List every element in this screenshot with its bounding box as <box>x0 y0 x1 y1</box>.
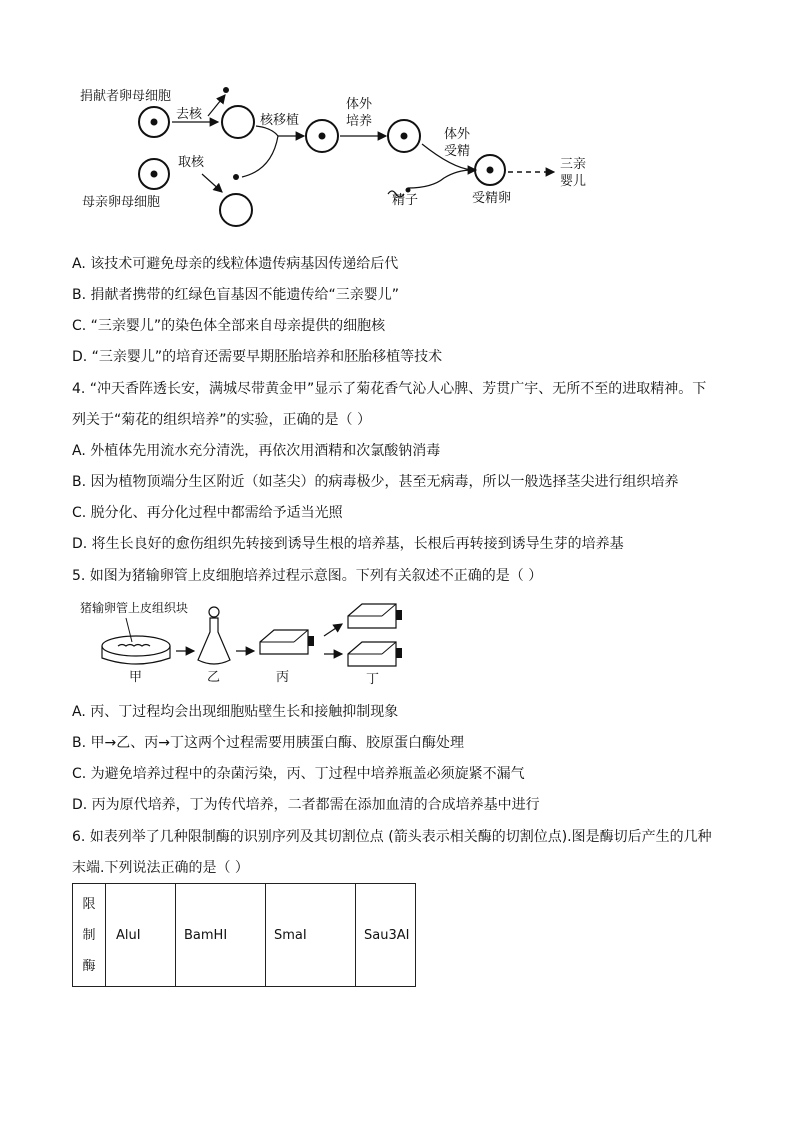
baby-label-1: 三亲 <box>560 157 587 172</box>
restriction-enzyme-table <box>72 883 416 987</box>
baby-label-2: 婴儿 <box>560 174 587 189</box>
fertilized-egg-label: 受精卵 <box>472 191 512 206</box>
take-nucleus-label: 取核 <box>178 155 205 170</box>
fertilization-label-2: 受精 <box>444 144 471 159</box>
q3-option-a: A. 该技术可避免母亲的线粒体遗传病基因传递给后代 <box>72 256 399 272</box>
donor-nucleus <box>151 119 158 126</box>
mother-nucleus <box>151 171 158 178</box>
cell-culture-diagram <box>76 596 436 686</box>
culture-label-2: 培养 <box>346 114 373 129</box>
mother-extracted-nucleus <box>233 174 239 180</box>
q5-option-c: C. 为避免培养过程中的杂菌污染，丙、丁过程中培养瓶盖必须旋紧不漏气 <box>72 766 525 782</box>
label-jia: 甲 <box>129 670 143 685</box>
q5-option-d: D. 丙为原代培养，丁为传代培养，二者都需在添加血清的合成培养基中进行 <box>72 797 540 813</box>
culture-dish <box>102 636 170 656</box>
remove-nucleus-label: 去核 <box>176 107 203 122</box>
tissue-label: 猪输卵管上皮组织块 <box>80 601 189 615</box>
three-parent-baby-diagram <box>72 78 602 238</box>
sperm-label: 精子 <box>392 193 419 208</box>
nuclear-transfer-label: 核移植 <box>260 113 300 128</box>
table-row <box>73 884 416 987</box>
q4-option-d: D. 将生长良好的愈伤组织先转接到诱导生根的培养基，长根后再转接到诱导生芽的培养基 <box>72 536 624 552</box>
enzyme-bamhi: BamHI <box>176 884 266 987</box>
q4-option-c: C. 脱分化、再分化过程中都需给予适当光照 <box>72 505 343 521</box>
q3-option-c: C. “三亲婴儿”的染色体全部来自母亲提供的细胞核 <box>72 318 386 334</box>
enucleated-donor-oocyte <box>222 106 254 138</box>
mother-cytoplast <box>220 194 252 226</box>
q5-option-b: B. 甲→乙、丙→丁这两个过程需要用胰蛋白酶、胶原蛋白酶处理 <box>72 735 464 751</box>
enzyme-sau3ai: Sau3AI <box>356 884 416 987</box>
donor-cell-label: 捐献者卵母细胞 <box>80 89 172 104</box>
q5-option-a: A. 丙、丁过程均会出现细胞贴壁生长和接触抑制现象 <box>72 704 399 720</box>
q3-option-d: D. “三亲婴儿”的培育还需要早期胚胎培养和胚胎移植等技术 <box>72 349 443 365</box>
label-bing: 丙 <box>276 670 290 685</box>
culture-label-1: 体外 <box>346 97 373 112</box>
mother-cell-label: 母亲卵母细胞 <box>82 195 161 210</box>
q3-option-b: B. 捐献者携带的红绿色盲基因不能遗传给“三亲婴儿” <box>72 287 400 303</box>
q4-option-a: A. 外植体先用流水充分清洗，再依次用酒精和次氯酸钠消毒 <box>72 443 441 459</box>
conical-flask <box>198 618 230 664</box>
enzyme-alui: AluI <box>106 884 176 987</box>
q6-stem-line2: 末端.下列说法正确的是（ ） <box>72 860 249 876</box>
enzyme-header-cell: 限 制 酶 <box>73 884 106 987</box>
q6-stem-line1: 6. 如表列举了几种限制酶的识别序列及其切割位点 (箭头表示相关酶的切割位点).图是酶切后产生的几种 <box>72 829 712 845</box>
removed-donor-nucleus <box>223 87 229 93</box>
label-yi: 乙 <box>207 670 221 685</box>
q4-stem-line2: 列关于“菊花的组织培养”的实验，正确的是（ ） <box>72 412 371 428</box>
q4-stem-line1: 4. “冲天香阵透长安，满城尽带黄金甲”显示了菊花香气沁人心脾、芳贯广宇、无所不至的进取精神。下 <box>72 381 707 397</box>
enzyme-smai: SmaI <box>266 884 356 987</box>
q5-stem: 5. 如图为猪输卵管上皮细胞培养过程示意图。下列有关叙述不正确的是（ ） <box>72 568 543 584</box>
q4-option-b: B. 因为植物顶端分生区附近（如茎尖）的病毒极少，甚至无病毒，所以一般选择茎尖进行组织培养 <box>72 474 679 490</box>
fertilization-label-1: 体外 <box>444 127 471 142</box>
label-ding: 丁 <box>366 672 380 686</box>
